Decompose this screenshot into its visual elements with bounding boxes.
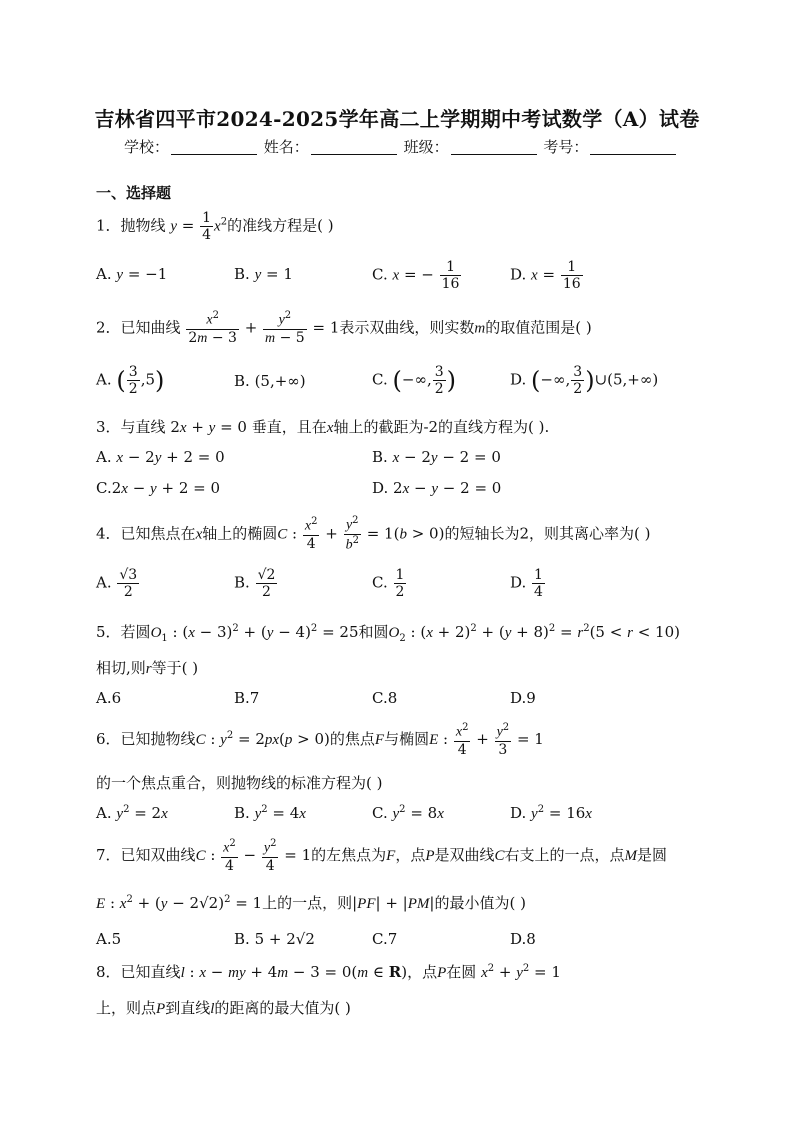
question-5: 5．若圆$O_1$ : $(x - 3)^2 + (y - 4)^2 = 25$和圆$O_2$ : $(x + 2)^2 + (y + 8)^2 = r^2(5 < r < 10)$ (96, 623, 680, 644)
q3-option-a[interactable]: A. x − 2y + 2 = 0 (96, 448, 225, 466)
q2-option-c[interactable]: C. (−∞, $\frac{3}{2}$ ) (372, 364, 457, 398)
q1-option-c[interactable]: C. x = − $\frac{1}{16}$ (372, 259, 460, 293)
q1-option-d[interactable]: D. x = $\frac{1}{16}$ (510, 259, 581, 293)
school-blank[interactable] (171, 140, 257, 155)
question-6-line-2: 的一个焦点重合，则抛物线的标准方程为( ) (96, 774, 383, 792)
question-6: 6．已知抛物线C : $y^2 = 2px(p > 0)$的焦点F与椭圆E : $\frac{x^2}{4}$ + $\frac{y^2}{3}$ = 1 (96, 722, 544, 758)
question-8-line-2: 上，则点P到直线l的距离的最大值为( ) (96, 999, 351, 1017)
q5-option-b[interactable]: B.7 (234, 689, 260, 707)
question-5-line-2: 相切,则r等于( ) (96, 659, 199, 677)
q7-option-a[interactable]: A.5 (96, 930, 122, 948)
name-blank[interactable] (311, 140, 397, 155)
q5-option-a[interactable]: A.6 (96, 689, 122, 707)
class-label: 班级： (403, 138, 449, 156)
number-blank[interactable] (590, 140, 676, 155)
q1-option-b[interactable]: B. y = 1 (234, 265, 293, 283)
question-3: 3．与直线 2x + y = 0 垂直，且在x轴上的截距为-2的直线方程为( ). (96, 418, 550, 436)
question-7: 7．已知双曲线C : $\frac{x^2}{4}$ − $\frac{y^2}{4}$ = 1的左焦点为F，点P是双曲线C右支上的一点，点M是圆 (96, 838, 668, 874)
school-label: 学校： (124, 138, 170, 156)
q1-option-a[interactable]: A. y = −1 (96, 265, 168, 283)
q7-option-c[interactable]: C.7 (372, 930, 398, 948)
q6-option-d[interactable]: D. $y^2 = 16x$ (510, 804, 592, 822)
name-label: 姓名： (263, 138, 309, 156)
q4-option-c[interactable]: C. $\frac{1}{2}$ (372, 567, 405, 601)
q3-option-b[interactable]: B. x − 2y − 2 = 0 (372, 448, 501, 466)
number-label: 考号： (543, 138, 589, 156)
question-1: 1．抛物线 y = $\frac{1}{4}$ $x^2$的准线方程是( ) (96, 210, 334, 244)
question-8: 8．已知直线l : x − my + 4m − 3 = 0(m ∈ R)，点P在圆 $x^2 + y^2 = 1$ (96, 963, 561, 981)
q5-option-d[interactable]: D.9 (510, 689, 536, 707)
question-7-line-2: E : $x^2 + (y - 2√2)^2 = 1$上的一点，则|PF| + |PM|的最小值为( ) (96, 894, 526, 912)
q5-option-c[interactable]: C.8 (372, 689, 398, 707)
q6-option-b[interactable]: B. $y^2 = 4x$ (234, 804, 306, 822)
q7-option-b[interactable]: B. 5 + 2√2 (234, 930, 315, 948)
student-info-line (124, 136, 678, 157)
q4-option-b[interactable]: B. $\frac{√2}{2}$ (234, 567, 276, 601)
q2-option-b[interactable]: B. (5,+∞) (234, 372, 306, 390)
q2-option-d[interactable]: D. (−∞, $\frac{3}{2}$ )∪(5,+∞) (510, 364, 659, 398)
q3-option-c[interactable]: C.2x − y + 2 = 0 (96, 479, 221, 497)
q6-option-a[interactable]: A. $y^2 = 2x$ (96, 804, 168, 822)
question-4: 4．已知焦点在x轴上的椭圆C : $\frac{x^2}{4}$ + $\frac{y^2}{b^2}$ = 1(b > 0)的短轴长为2，则其离心率为( ) (96, 515, 651, 553)
q4-option-a[interactable]: A. $\frac{√3}{2}$ (96, 567, 138, 601)
question-2: 2．已知曲线 $\frac{x^2}{2m - 3}$ + $\frac{y^2}{m - 5}$ = 1表示双曲线，则实数m的取值范围是( ) (96, 310, 592, 346)
class-blank[interactable] (451, 140, 537, 155)
page-title: 吉林省四平市2024-2025学年高二上学期期中考试数学（A）试卷 (94, 107, 700, 131)
q2-option-a[interactable]: A. ( $\frac{3}{2}$ ,5) (96, 364, 165, 398)
q7-option-d[interactable]: D.8 (510, 930, 536, 948)
q4-option-d[interactable]: D. $\frac{1}{4}$ (510, 567, 543, 601)
q3-option-d[interactable]: D. 2x − y − 2 = 0 (372, 479, 502, 497)
section-heading: 一、选择题 (96, 184, 172, 202)
q6-option-c[interactable]: C. $y^2 = 8x$ (372, 804, 444, 822)
